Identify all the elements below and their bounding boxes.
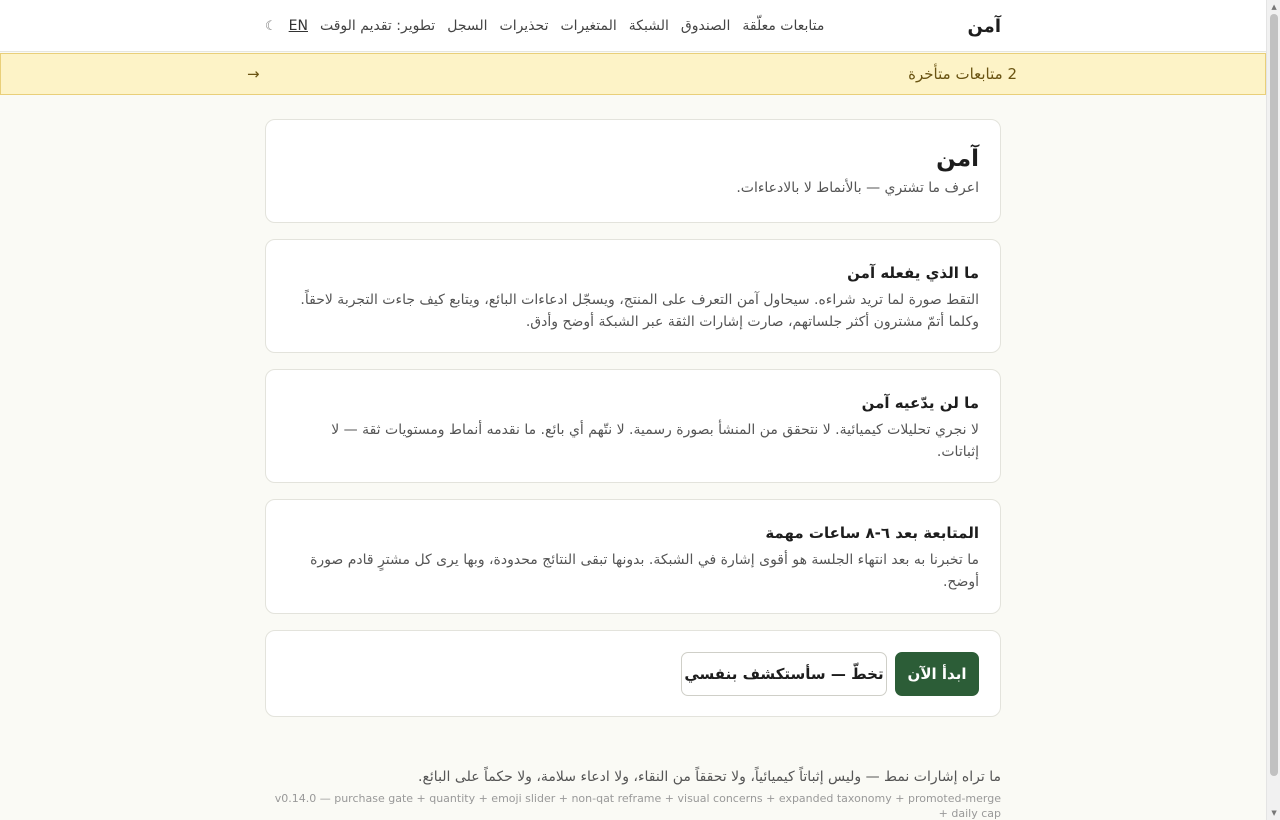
card-body: ما تخبرنا به بعد انتهاء الجلسة هو أقوى إشارة في الشبكة. بدونها تبقى النتائج محدودة، وبها يرى كل مشترٍ قادم صورة أوضح.	[310, 552, 979, 590]
nav-pending-followups[interactable]: متابعات معلّقة	[742, 18, 825, 34]
card-title: ما الذي يفعله آمن	[847, 264, 979, 282]
actions-card	[265, 630, 1001, 717]
nav-history[interactable]: السجل	[447, 18, 488, 34]
info-card-what-it-does	[265, 239, 1001, 353]
nav-inbox[interactable]: الصندوق	[680, 18, 731, 34]
start-now-button[interactable]: ابدأ الآن	[895, 652, 979, 696]
scrollbar-thumb[interactable]	[1270, 14, 1278, 776]
banner-text: 2 متابعات متأخرة	[908, 65, 1017, 83]
disclaimer-text: ما تراه إشارات نمط — وليس إثباتاً كيميائياً، ولا تحققاً من النقاء، ولا ادعاء سلامة، ولا حكماً على البائع.	[418, 769, 1001, 785]
info-card-what-it-wont-claim	[265, 369, 1001, 483]
top-nav-bar	[0, 0, 1266, 52]
nav-variables[interactable]: المتغيرات	[560, 18, 617, 34]
arrow-right-icon[interactable]: →	[247, 65, 260, 83]
page-footer	[265, 767, 1001, 820]
nav-dev-advance-time[interactable]: تطوير: تقديم الوقت	[319, 18, 436, 34]
page-title: آمن	[936, 146, 979, 172]
hero-card	[265, 119, 1001, 223]
nav-warnings[interactable]: تحذيرات	[499, 18, 549, 34]
version-text: v0.14.0 — purchase gate + quantity + emoji slider + non-qat reframe + visual concerns + expanded taxonomy + promoted-merge + daily cap	[274, 792, 1001, 820]
moon-icon[interactable]: ☾	[265, 18, 277, 34]
card-body: لا نجري تحليلات كيميائية. لا نتحقق من المنشأ بصورة رسمية. لا نتّهم أي بائع. ما نقدمه أنماط ومستويات ثقة — لا إثباتات.	[331, 422, 979, 460]
scroll-down-arrow-icon[interactable]: ▼	[1271, 809, 1277, 817]
vertical-scrollbar[interactable]	[1266, 0, 1280, 820]
info-card-followup-importance	[265, 499, 1001, 614]
app-logo[interactable]: آمن	[967, 15, 1001, 37]
main-nav	[265, 18, 824, 34]
scroll-up-arrow-icon[interactable]: ▲	[1271, 3, 1277, 11]
language-toggle[interactable]: EN	[288, 18, 308, 34]
overdue-followups-banner[interactable]	[0, 53, 1266, 95]
tagline: اعرف ما تشتري — بالأنماط لا بالادعاءات.	[736, 180, 979, 196]
nav-network[interactable]: الشبكة	[628, 18, 669, 34]
card-title: المتابعة بعد ٦-٨ ساعات مهمة	[765, 524, 979, 542]
skip-explore-button[interactable]: تخطّ — سأستكشف بنفسي	[681, 652, 887, 696]
card-body: التقط صورة لما تريد شراءه. سيحاول آمن التعرف على المنتج، ويسجّل ادعاءات البائع، ويتابع كيف جاءت التجربة لاحقاً. وكلما أتمّ مشترون أكثر جلساتهم، صارت إشارات الثقة عبر الشبكة أوضح وأدق.	[300, 292, 979, 330]
card-title: ما لن يدّعيه آمن	[861, 394, 979, 412]
